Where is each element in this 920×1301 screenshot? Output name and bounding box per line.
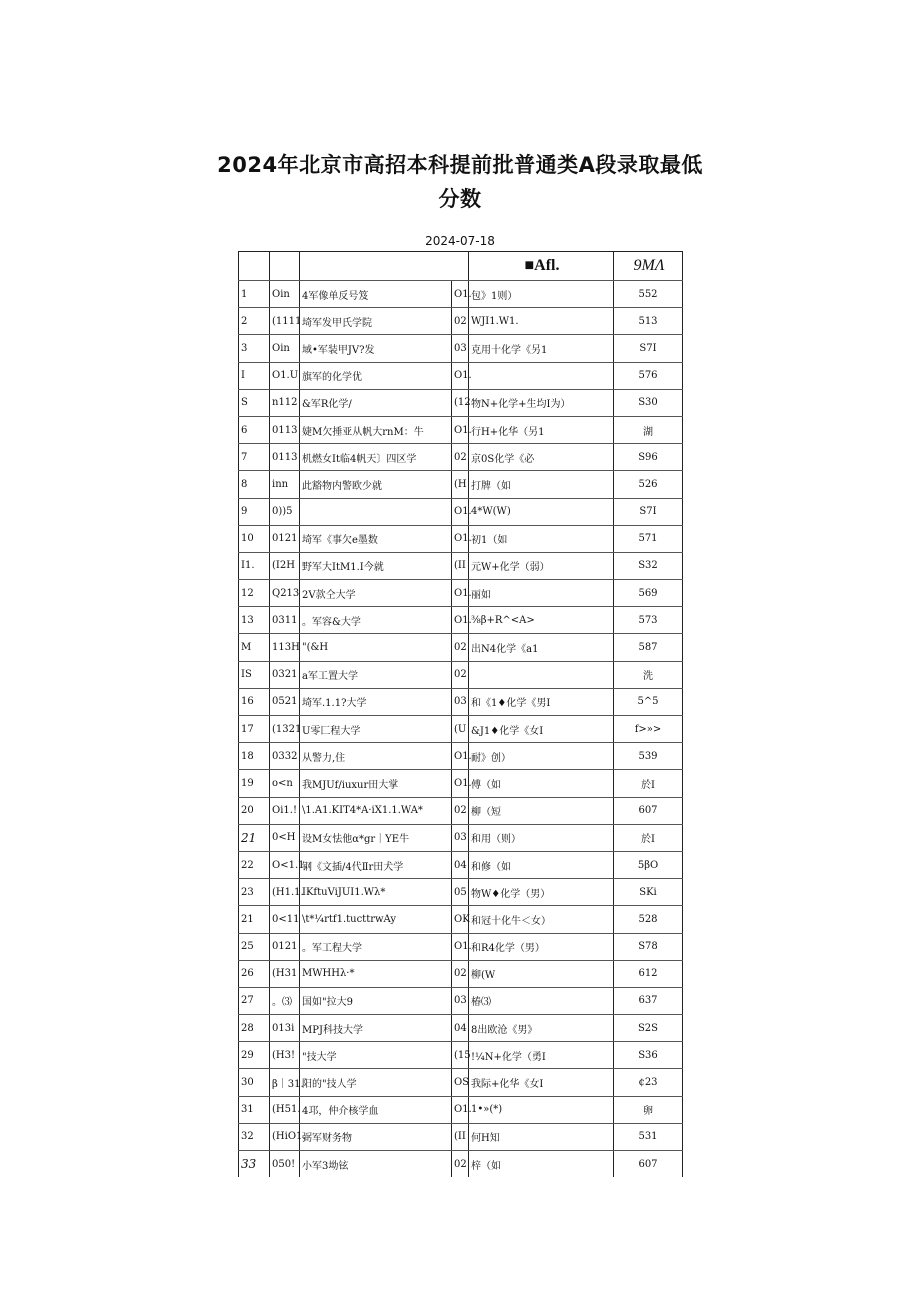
group-subjects-cell: 丽如	[469, 580, 614, 607]
school-name-cell: &军R化学/	[300, 389, 452, 416]
group-code-cell: O1.	[452, 525, 469, 552]
table-row	[239, 281, 683, 308]
group-code-cell: O1.	[452, 362, 469, 389]
school-code-cell: 0113	[270, 416, 300, 443]
table-row	[239, 416, 683, 443]
school-code-cell: Q213	[270, 580, 300, 607]
group-subjects-cell: 椿⑶	[469, 987, 614, 1014]
row-index-cell: 30	[239, 1069, 270, 1096]
table-row	[239, 552, 683, 579]
group-subjects-cell: 耐》创）	[469, 743, 614, 770]
min-score-cell: 607	[614, 1151, 683, 1178]
school-code-cell: Oi1.!	[270, 797, 300, 824]
table-row	[239, 987, 683, 1014]
school-name-cell: 。军工程大学	[300, 933, 452, 960]
group-code-cell: 02	[452, 1151, 469, 1178]
min-score-cell: 539	[614, 743, 683, 770]
school-name-cell: 从警力,住	[300, 743, 452, 770]
group-subjects-cell: 和冠十化牛＜女）	[469, 906, 614, 933]
school-code-cell: 0311	[270, 607, 300, 634]
min-score-cell: 洗	[614, 661, 683, 688]
row-index-cell: 3	[239, 335, 270, 362]
group-subjects-cell: 我际+化华《女I	[469, 1069, 614, 1096]
row-index-cell: I1.	[239, 552, 270, 579]
school-name-cell: 4邛，仲介核学血	[300, 1096, 452, 1123]
school-code-cell: 050!	[270, 1151, 300, 1178]
table-row	[239, 770, 683, 797]
table-row	[239, 1123, 683, 1150]
group-subjects-cell	[469, 362, 614, 389]
table-header-row	[239, 252, 683, 281]
school-name-cell	[300, 498, 452, 525]
school-name-cell: 埼军发甲氏学院	[300, 308, 452, 335]
table-row	[239, 525, 683, 552]
min-score-cell: SKi	[614, 879, 683, 906]
group-subjects-cell: 物W♦化学（男）	[469, 879, 614, 906]
table-row	[239, 851, 683, 878]
group-subjects-cell: 和用（则）	[469, 824, 614, 851]
table-row	[239, 308, 683, 335]
group-subjects-cell: 和R4化学（男）	[469, 933, 614, 960]
row-index-cell: 28	[239, 1015, 270, 1042]
row-index-cell: S	[239, 389, 270, 416]
school-code-cell: o<n	[270, 770, 300, 797]
row-index-cell: 32	[239, 1123, 270, 1150]
school-name-cell: 此豁物内警欧少就	[300, 471, 452, 498]
school-code-cell: (H1.1.	[270, 879, 300, 906]
group-code-cell: (15	[452, 1042, 469, 1069]
group-code-cell: (H	[452, 471, 469, 498]
group-code-cell: O1.	[452, 416, 469, 443]
group-code-cell: 02	[452, 960, 469, 987]
min-score-cell: 612	[614, 960, 683, 987]
title-line-2: 分数	[438, 187, 482, 211]
group-subjects-cell: &J1♦化学《女I	[469, 716, 614, 743]
group-subjects-cell: 京0S化学《必	[469, 444, 614, 471]
school-code-cell: 0<H	[270, 824, 300, 851]
group-subjects-cell: 4*W(W)	[469, 498, 614, 525]
school-name-cell: 小军3坳铉	[300, 1151, 452, 1178]
min-score-cell: S7I	[614, 498, 683, 525]
school-code-cell: (H31	[270, 960, 300, 987]
school-name-cell: 我MJUf/iuxur田大掌	[300, 770, 452, 797]
group-subjects-cell: 行H+化华（另1	[469, 416, 614, 443]
group-code-cell: 05	[452, 879, 469, 906]
document-title	[0, 148, 920, 216]
school-name-cell: 阳的"技人学	[300, 1069, 452, 1096]
header-cell-score: 9MΛ	[614, 252, 683, 281]
table-row	[239, 444, 683, 471]
school-code-cell: 0321	[270, 661, 300, 688]
publish-date: 2024-07-18	[425, 234, 495, 248]
group-subjects-cell: 和《1♦化学《男I	[469, 688, 614, 715]
title-line-1: 2024年北京市高招本科提前批普通类A段录取最低	[217, 153, 703, 177]
group-code-cell: 03	[452, 824, 469, 851]
min-score-cell: 528	[614, 906, 683, 933]
table-row	[239, 661, 683, 688]
school-name-cell: MWHHλ·*	[300, 960, 452, 987]
min-score-cell: ¢23	[614, 1069, 683, 1096]
row-index-cell: 20	[239, 797, 270, 824]
table-row	[239, 634, 683, 661]
row-index-cell: 18	[239, 743, 270, 770]
row-index-cell: 10	[239, 525, 270, 552]
min-score-cell: 576	[614, 362, 683, 389]
school-code-cell: 0<11	[270, 906, 300, 933]
row-index-cell: M	[239, 634, 270, 661]
group-subjects-cell: !¼N+化学（勇I	[469, 1042, 614, 1069]
group-code-cell: 02	[452, 634, 469, 661]
school-code-cell: (I2H	[270, 552, 300, 579]
school-name-cell: 2V款仝大学	[300, 580, 452, 607]
school-name-cell: 4军像单反号笈	[300, 281, 452, 308]
row-index-cell: 27	[239, 987, 270, 1014]
school-name-cell: 埼军《事欠e墨数	[300, 525, 452, 552]
header-cell-school	[300, 252, 469, 281]
min-score-cell: 573	[614, 607, 683, 634]
group-code-cell: O1.	[452, 1096, 469, 1123]
group-subjects-cell: 打牌（如	[469, 471, 614, 498]
group-code-cell: O1.	[452, 498, 469, 525]
school-code-cell: inn	[270, 471, 300, 498]
row-index-cell: 9	[239, 498, 270, 525]
row-index-cell: 19	[239, 770, 270, 797]
group-code-cell: O1.	[452, 607, 469, 634]
school-name-cell: 。军容&大学	[300, 607, 452, 634]
min-score-cell: S7I	[614, 335, 683, 362]
table-row	[239, 1151, 683, 1178]
row-index-cell: I	[239, 362, 270, 389]
admission-score-table	[238, 251, 683, 1177]
school-code-cell: n112	[270, 389, 300, 416]
school-code-cell: Oin	[270, 281, 300, 308]
min-score-cell: S78	[614, 933, 683, 960]
min-score-cell: S30	[614, 389, 683, 416]
group-subjects-cell: 8出欧沧《男》	[469, 1015, 614, 1042]
min-score-cell: f>»>	[614, 716, 683, 743]
group-code-cell: O1.	[452, 933, 469, 960]
min-score-cell: 卵	[614, 1096, 683, 1123]
school-name-cell: a军工置大学	[300, 661, 452, 688]
school-name-cell: 弼军财务物	[300, 1123, 452, 1150]
table-row	[239, 1069, 683, 1096]
table-row	[239, 716, 683, 743]
group-subjects-cell: 克用十化学《另1	[469, 335, 614, 362]
min-score-cell: 607	[614, 797, 683, 824]
min-score-cell: 於I	[614, 770, 683, 797]
group-code-cell: (12	[452, 389, 469, 416]
school-code-cell: 113H	[270, 634, 300, 661]
row-index-cell: 17	[239, 716, 270, 743]
school-code-cell: Oin	[270, 335, 300, 362]
row-index-cell: 26	[239, 960, 270, 987]
group-code-cell: O1.	[452, 281, 469, 308]
school-code-cell: 013i	[270, 1015, 300, 1042]
min-score-cell: S32	[614, 552, 683, 579]
table-row	[239, 362, 683, 389]
group-code-cell: 03	[452, 987, 469, 1014]
table-row	[239, 960, 683, 987]
header-cell-group: ■Afl.	[469, 252, 614, 281]
group-subjects-cell: 梓（如	[469, 1151, 614, 1178]
group-code-cell: 02	[452, 661, 469, 688]
row-index-cell: 16	[239, 688, 270, 715]
table-row	[239, 688, 683, 715]
table-row	[239, 389, 683, 416]
table-row	[239, 797, 683, 824]
row-index-cell: 1	[239, 281, 270, 308]
school-name-cell: \1.A1.KIT4*A·iX1.1.WA*	[300, 797, 452, 824]
table-row	[239, 933, 683, 960]
table-row	[239, 879, 683, 906]
group-subjects-cell: 柳（短	[469, 797, 614, 824]
school-code-cell: O<1.1.	[270, 851, 300, 878]
table-row	[239, 1015, 683, 1042]
group-subjects-cell: 何H知	[469, 1123, 614, 1150]
group-subjects-cell: ⅜β+R^<A>	[469, 607, 614, 634]
row-index-cell: 33	[239, 1151, 270, 1178]
group-code-cell: OK	[452, 906, 469, 933]
group-code-cell: (II	[452, 552, 469, 579]
group-code-cell: 03	[452, 688, 469, 715]
row-index-cell: 13	[239, 607, 270, 634]
school-name-cell: 钢《文插/4代Ⅱr田犬学	[300, 851, 452, 878]
school-code-cell: 0521	[270, 688, 300, 715]
group-code-cell: 04	[452, 851, 469, 878]
row-index-cell: 25	[239, 933, 270, 960]
school-code-cell: (1321	[270, 716, 300, 743]
school-code-cell: 0121	[270, 525, 300, 552]
min-score-cell: S36	[614, 1042, 683, 1069]
school-code-cell: 。⑶	[270, 987, 300, 1014]
school-name-cell: "技大学	[300, 1042, 452, 1069]
row-index-cell: 7	[239, 444, 270, 471]
group-subjects-cell: 1•»(*)	[469, 1096, 614, 1123]
school-code-cell: (H51.	[270, 1096, 300, 1123]
group-subjects-cell: 初1（如	[469, 525, 614, 552]
group-code-cell: 02	[452, 797, 469, 824]
table-row	[239, 1096, 683, 1123]
group-subjects-cell: WJI1.W1.	[469, 308, 614, 335]
school-code-cell: 0))5	[270, 498, 300, 525]
min-score-cell: S2S	[614, 1015, 683, 1042]
table-row	[239, 498, 683, 525]
group-code-cell: O1.	[452, 580, 469, 607]
min-score-cell: 531	[614, 1123, 683, 1150]
row-index-cell: 8	[239, 471, 270, 498]
school-name-cell: 设M女怯他α*gr｜YE牛	[300, 824, 452, 851]
row-index-cell: 12	[239, 580, 270, 607]
group-subjects-cell: 柳(W	[469, 960, 614, 987]
row-index-cell: 6	[239, 416, 270, 443]
row-index-cell: IS	[239, 661, 270, 688]
table-row	[239, 335, 683, 362]
group-code-cell: 02	[452, 308, 469, 335]
table-row	[239, 607, 683, 634]
school-name-cell: 机燃女It临4帆天〕四区学	[300, 444, 452, 471]
header-cell-index	[239, 252, 270, 281]
group-code-cell: 03	[452, 335, 469, 362]
min-score-cell: 5^5	[614, 688, 683, 715]
school-code-cell: β｜31.	[270, 1069, 300, 1096]
group-code-cell: 04	[452, 1015, 469, 1042]
row-index-cell: 21	[239, 906, 270, 933]
school-name-cell: IKftuViJUI1.Wλ*	[300, 879, 452, 906]
group-subjects-cell: 物N+化学+生均I为）	[469, 389, 614, 416]
group-code-cell: OS	[452, 1069, 469, 1096]
min-score-cell: 湖	[614, 416, 683, 443]
row-index-cell: 2	[239, 308, 270, 335]
group-subjects-cell	[469, 661, 614, 688]
group-code-cell: O1.	[452, 743, 469, 770]
school-name-cell: 域•军装甲JV?发	[300, 335, 452, 362]
school-code-cell: 0121	[270, 933, 300, 960]
min-score-cell: 637	[614, 987, 683, 1014]
group-subjects-cell: 出N4化学《a1	[469, 634, 614, 661]
table-row	[239, 471, 683, 498]
school-name-cell: U零匚程大学	[300, 716, 452, 743]
row-index-cell: 31	[239, 1096, 270, 1123]
group-code-cell: (U	[452, 716, 469, 743]
table-row	[239, 906, 683, 933]
school-name-cell: 国如"拉大9	[300, 987, 452, 1014]
group-code-cell: O1.	[452, 770, 469, 797]
min-score-cell: 552	[614, 281, 683, 308]
row-index-cell: 22	[239, 851, 270, 878]
row-index-cell: 21	[239, 824, 270, 851]
table-row	[239, 824, 683, 851]
school-code-cell: (1111	[270, 308, 300, 335]
school-name-cell: \t*¼rtf1.tucttrwAy	[300, 906, 452, 933]
min-score-cell: 571	[614, 525, 683, 552]
min-score-cell: 513	[614, 308, 683, 335]
school-name-cell: 野军大ItM1.I今就	[300, 552, 452, 579]
school-code-cell: 0332	[270, 743, 300, 770]
min-score-cell: 於I	[614, 824, 683, 851]
min-score-cell: S96	[614, 444, 683, 471]
group-subjects-cell: 傅（如	[469, 770, 614, 797]
school-name-cell: 旗军的化学优	[300, 362, 452, 389]
row-index-cell: 23	[239, 879, 270, 906]
school-code-cell: (H3!	[270, 1042, 300, 1069]
school-name-cell: MPJ科技大学	[300, 1015, 452, 1042]
group-subjects-cell: 包》1则）	[469, 281, 614, 308]
min-score-cell: 526	[614, 471, 683, 498]
school-name-cell: 埼军.1.1?大学	[300, 688, 452, 715]
row-index-cell: 29	[239, 1042, 270, 1069]
table-row	[239, 1042, 683, 1069]
table-row	[239, 580, 683, 607]
group-subjects-cell: 和修（如	[469, 851, 614, 878]
school-code-cell: 0113	[270, 444, 300, 471]
group-code-cell: 02	[452, 444, 469, 471]
school-code-cell: (HiO1.	[270, 1123, 300, 1150]
group-subjects-cell: 元W+化学（弱）	[469, 552, 614, 579]
table-row	[239, 743, 683, 770]
school-name-cell: 婕M欠捶亚从帆大rnM：牛	[300, 416, 452, 443]
min-score-cell: 569	[614, 580, 683, 607]
header-cell-code	[270, 252, 300, 281]
school-name-cell: "(&H	[300, 634, 452, 661]
group-code-cell: (II	[452, 1123, 469, 1150]
min-score-cell: 5βO	[614, 851, 683, 878]
school-code-cell: O1.U	[270, 362, 300, 389]
min-score-cell: 587	[614, 634, 683, 661]
